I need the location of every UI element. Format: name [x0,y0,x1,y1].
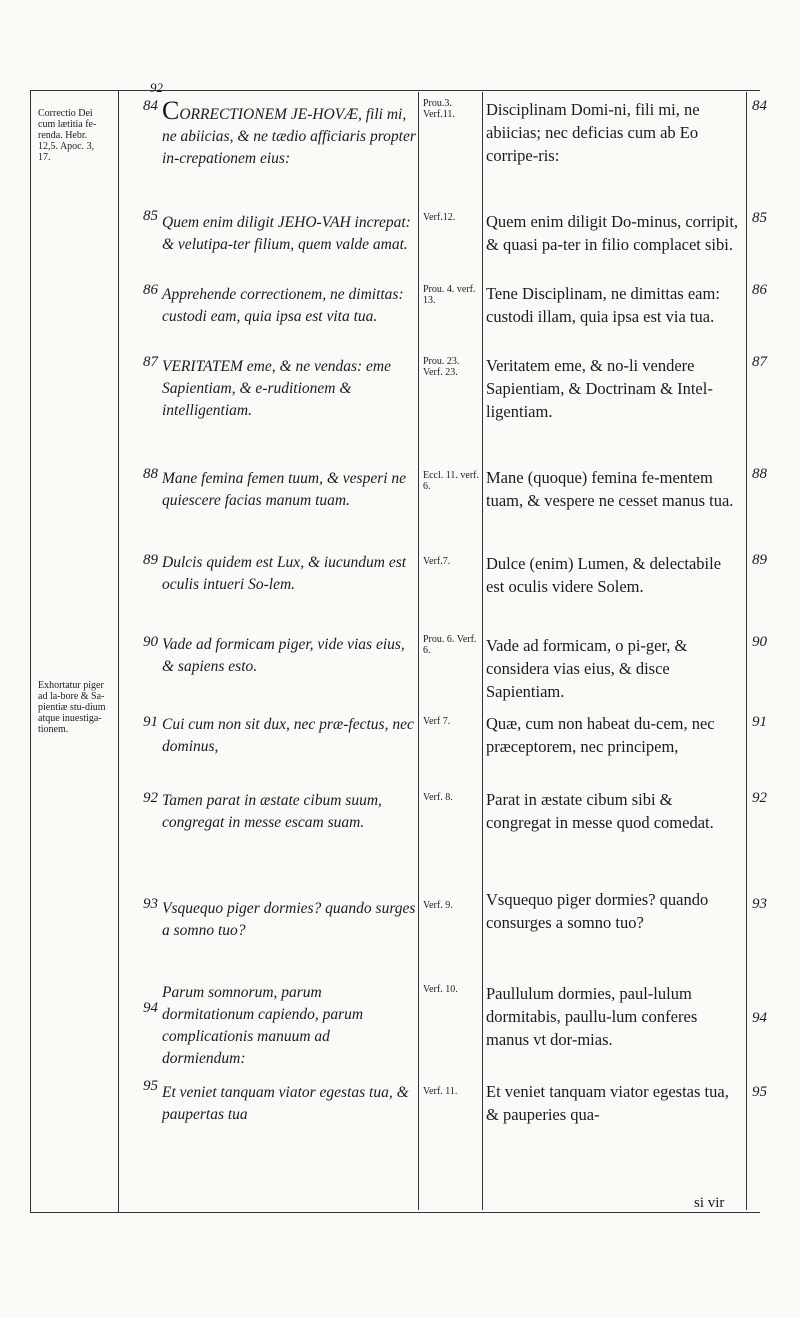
verse-number-right: 87 [752,354,767,370]
verse-number-left: 94 [143,1000,158,1016]
drop-cap: C [162,96,180,125]
translation-verse: Veritatem eme, & no-li vendere Sapientiam, & Doctrinam & Intel-ligentiam. [486,356,713,421]
verse-reference: Verf. 11. [423,1086,458,1097]
translation-verse: Quem enim diligit Do-minus, corripit, & quasi pa-ter in filio complacet sibi. [486,212,739,254]
latin-verse: Parum somnorum, parum dormitationum capiendo, parum complicationis manuum ad dormiendum: [162,984,364,1067]
verse-number-right: 91 [752,714,767,730]
verse-number-left: 93 [143,896,158,912]
verse-reference: Verf. 8. [423,792,453,803]
translation-verse: Vade ad formicam, o pi-ger, & considera vias eius, & disce Sapientiam. [486,636,688,701]
translation-verse: Tene Disciplinam, ne dimittas eam: custodi illam, quia ipsa est via tua. [486,284,720,326]
verse-number-left: 84 [143,98,158,114]
translation-verse: Parat in æstate cibum sibi & congregat in messe quod comedat. [486,790,714,832]
verse-number-right: 89 [752,552,767,568]
verse-number-left: 91 [143,714,158,730]
margin-rule-inner [118,90,119,1212]
verse-number-left: 89 [143,552,158,568]
verse-reference: Prou. 23. Verf. 23. [423,356,460,378]
page-number: 92 [150,80,163,95]
verse-number-right: 90 [752,634,767,650]
column-rule-2 [482,92,483,1210]
verse-reference: Verf. 9. [423,900,453,911]
latin-verse: Vade ad formicam piger, vide vias eius, & sapiens esto. [162,636,405,675]
verse-number-left: 85 [143,208,158,224]
latin-verse: Tamen parat in æstate cibum suum, congregat in messe escam suam. [162,792,382,831]
verse-number-right: 94 [752,1010,767,1026]
translation-verse: Et veniet tanquam viator egestas tua, & pauperies qua- [486,1082,729,1124]
verse-number-right: 85 [752,210,767,226]
verse-reference: Prou.3. Verf.11. [423,98,455,120]
latin-verse: Mane femina femen tuum, & vesperi ne quiescere facias manum tuam. [162,470,407,509]
translation-verse: Quæ, cum non habeat du-cem, nec præceptorem, nec principem, [486,714,715,756]
margin-rule-left [30,90,31,1212]
translation-verse: Disciplinam Domi-ni, fili mi, ne abiicias; nec deficias cum ab Eo corripe-ris: [486,100,700,165]
verse-number-left: 87 [143,354,158,370]
latin-verse: VERITATEM eme, & ne vendas: eme Sapientiam, & e-ruditionem & intelligentiam. [162,358,391,419]
column-rule-right [746,92,747,1210]
translation-verse: Paullulum dormies, paul-lulum dormitabis, paullu-lum conferes manus vt dor-mias. [486,984,698,1049]
margin-note-exhortatur: Exhortatur piger ad la-bore & Sa-pientiæ stu-dium atque inuestiga-tionem. [38,680,106,735]
latin-verse [162,96,417,170]
latin-verse-text: ORRECTIONEM JE-HOVÆ, fili mi, ne abiicias, & ne tædio afficiaris propter in-crepationem eius: [162,106,416,167]
verse-reference: Prou. 6. Verf. 6. [423,634,477,656]
latin-verse: Dulcis quidem est Lux, & iucundum est oculis intueri So-lem. [162,554,407,593]
verse-reference: Verf.12. [423,212,456,223]
top-rule [30,90,760,91]
verse-number-right: 88 [752,466,767,482]
verse-reference: Verf 7. [423,716,451,727]
catchword: si vir [694,1195,725,1211]
latin-verse: Apprehende correctionem, ne dimittas: custodi eam, quia ipsa est vita tua. [162,286,404,325]
verse-number-left: 86 [143,282,158,298]
latin-verse: Cui cum non sit dux, nec præ-fectus, nec dominus, [162,716,414,755]
latin-verse: Vsquequo piger dormies? quando surges a somno tuo? [162,900,416,939]
translation-verse: Vsquequo piger dormies? quando consurges a somno tuo? [486,890,709,932]
verse-number-left: 95 [143,1078,158,1094]
latin-verse: Et veniet tanquam viator egestas tua, & paupertas tua [162,1084,409,1123]
translation-verse: Mane (quoque) femina fe-mentem tuam, & vespere ne cesset manus tua. [486,468,734,510]
verse-number-right: 84 [752,98,767,114]
latin-verse: Quem enim diligit JEHO-VAH increpat: & velutipa-ter filium, quem valde amat. [162,214,411,253]
verse-reference: Prou. 4. verf. 13. [423,284,476,306]
column-rule-1 [418,92,419,1210]
bottom-rule [30,1212,760,1213]
verse-number-right: 93 [752,896,767,912]
verse-number-left: 90 [143,634,158,650]
verse-number-right: 86 [752,282,767,298]
verse-reference: Eccl. 11. verf. 6. [423,470,479,492]
verse-number-left: 88 [143,466,158,482]
verse-reference: Verf.7. [423,556,451,567]
translation-verse: Dulce (enim) Lumen, & delectabile est oculis videre Solem. [486,554,722,596]
verse-number-right: 92 [752,790,767,806]
verse-reference: Verf. 10. [423,984,458,995]
verse-number-left: 92 [143,790,158,806]
margin-note-correctio: Correctio Dei cum lætitia fe-renda. Hebr. 12,5. Apoc. 3, 17. [38,108,97,163]
verse-number-right: 95 [752,1084,767,1100]
